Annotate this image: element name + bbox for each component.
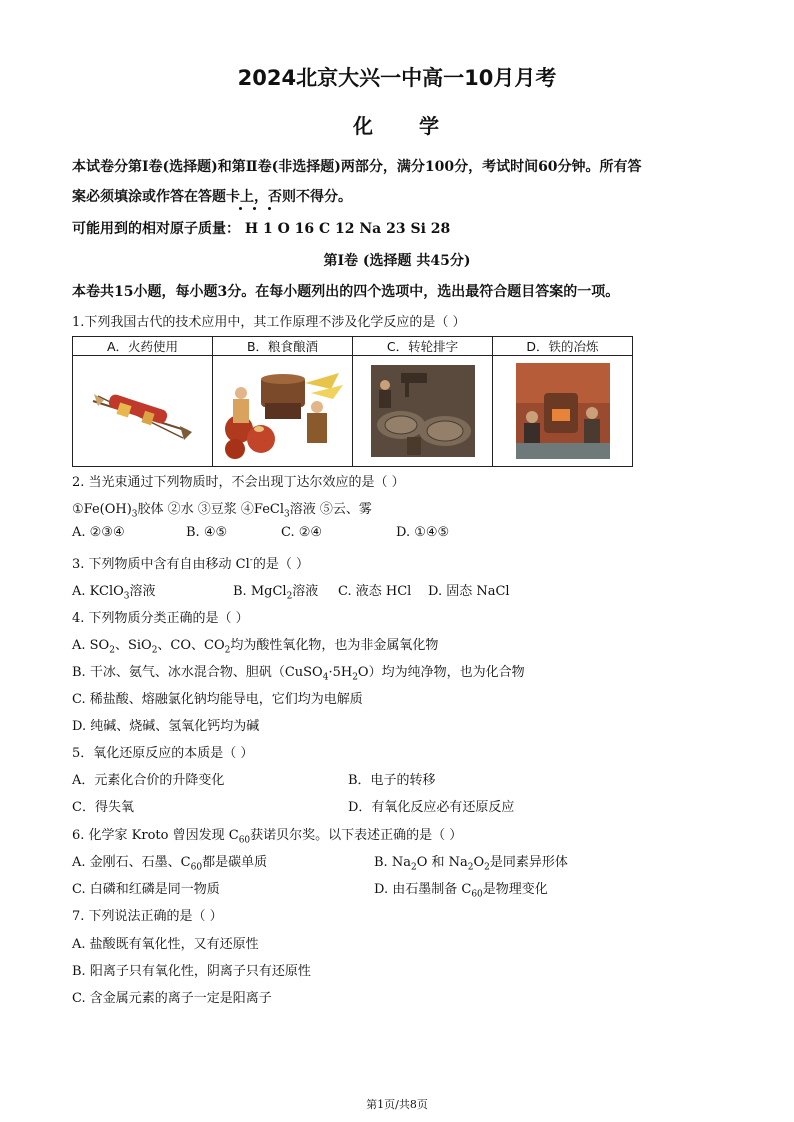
- q3-option-d[interactable]: D. 固态 NaCl: [428, 584, 510, 599]
- q2-items: $①Fe(OH)_3$胶体 ②水 ③豆浆 ④FeCl$_3$溶液 ⑤云、雾: [72, 502, 372, 520]
- q2-stem: 2. 当光束通过下列物质时，不会出现丁达尔效应的是（ ）: [72, 475, 405, 490]
- q4-stem: 4. 下列物质分类正确的是（ ）: [72, 611, 249, 626]
- q7-option-a[interactable]: A. 盐酸既有氧化性，又有还原性: [72, 937, 259, 952]
- q1-option-a[interactable]: A．火药使用: [73, 337, 213, 356]
- q7-option-c[interactable]: C. 含金属元素的离子一定是阳离子: [72, 991, 272, 1006]
- q5-option-d[interactable]: D．有氧化反应必有还原反应: [348, 800, 515, 815]
- q7-stem: 7. 下列说法正确的是（ ）: [72, 909, 223, 924]
- q6-option-b[interactable]: B. $Na_2O$ 和 $Na_2O_2$是同素异形体: [374, 855, 568, 873]
- q2-option-c[interactable]: C. ②④: [281, 525, 323, 540]
- q3-option-c[interactable]: C. 液态 HCl: [338, 584, 412, 599]
- emphasis-dot: [253, 207, 256, 210]
- q4-option-a[interactable]: A. $SO_2$、SiO$_2$、CO、$CO_2$均为酸性氧化物，也为非金属氧化物: [72, 638, 439, 656]
- emphasis-dot: [268, 207, 271, 210]
- q4-option-c[interactable]: C. 稀盐酸、熔融氯化钠均能导电，它们均为电解质: [72, 692, 363, 707]
- q5-option-a[interactable]: A．元素化合价的升降变化: [72, 773, 225, 788]
- subject-title: 化 学: [353, 114, 441, 138]
- exam-title: 2024北京大兴一中高一10月月考: [237, 66, 557, 90]
- section-instruction: 本卷共15小题，每小题3分。在每小题列出的四个选项中，选出最符合题目答案的一项。: [72, 284, 620, 300]
- q6-option-a[interactable]: A. 金刚石、石墨、$C_{60}$都是碳单质: [72, 855, 268, 873]
- type-wheel-image: [371, 365, 475, 457]
- q6-option-c[interactable]: C. 白磷和红磷是同一物质: [72, 882, 220, 897]
- q7-option-b[interactable]: B. 阳离子只有氧化性，阴离子只有还原性: [72, 964, 311, 979]
- q2-option-a[interactable]: A. ②③④: [72, 525, 125, 540]
- q5-option-c[interactable]: C．得失氧: [72, 800, 134, 815]
- q1-options-table: [72, 336, 633, 467]
- q2-option-d[interactable]: D. ①④⑤: [396, 525, 450, 540]
- intro-line-2: 案必须填涂或作答在答题卡上，否则不得分。: [72, 189, 352, 205]
- q1-option-b[interactable]: B．粮食酿酒: [213, 337, 353, 356]
- iron-smelting-image: [516, 363, 610, 459]
- q5-option-b[interactable]: B．电子的转移: [348, 773, 436, 788]
- section-title: 第Ⅰ卷 (选择题 共45分): [323, 253, 471, 269]
- q3-option-a[interactable]: A. KClO$_3$溶液: [72, 584, 156, 602]
- q4-option-d[interactable]: D. 纯碱、烧碱、氢氧化钙均为碱: [72, 719, 260, 734]
- q2-option-b[interactable]: B. ④⑤: [186, 525, 228, 540]
- q5-stem: 5．氧化还原反应的本质是（ ）: [72, 746, 254, 761]
- page-footer: 第1页/共8页: [366, 1098, 428, 1111]
- q6-option-d[interactable]: D. 由石墨制备 $C_{60}$是物理变化: [374, 882, 548, 900]
- q1-option-c[interactable]: C．转轮排字: [353, 337, 493, 356]
- q1-stem: 1.下列我国古代的技术应用中，其工作原理不涉及化学反应的是（ ）: [72, 315, 466, 330]
- atomic-masses: 可能用到的相对原子质量： H 1 O 16 C 12 Na 23 Si 28: [72, 221, 451, 237]
- intro-line-1: 本试卷分第Ⅰ卷(选择题)和第Ⅱ卷(非选择题)两部分，满分100分，考试时间60分钟。所有答: [72, 159, 642, 175]
- q1-option-d[interactable]: D．铁的冶炼: [493, 337, 633, 356]
- emphasis-dot: [239, 207, 242, 210]
- brewing-scene-image: [221, 363, 345, 459]
- q6-stem: 6. 化学家 Kroto 曾因发现 $C_{60}$获诺贝尔奖。以下表述正确的是（ ）: [72, 828, 463, 846]
- q4-option-b[interactable]: B. 干冰、氨气、冰水混合物、胆矾$(CuSO_4\cdot 5H_2O)$均为纯净物，也为化合物: [72, 665, 525, 683]
- gunpowder-rocket-image: [88, 376, 198, 446]
- q3-option-b[interactable]: B. MgCl$_2$溶液: [233, 584, 319, 602]
- q3-stem: 3. 下列物质中含有自由移动 Cl-的是（ ）: [72, 555, 309, 572]
